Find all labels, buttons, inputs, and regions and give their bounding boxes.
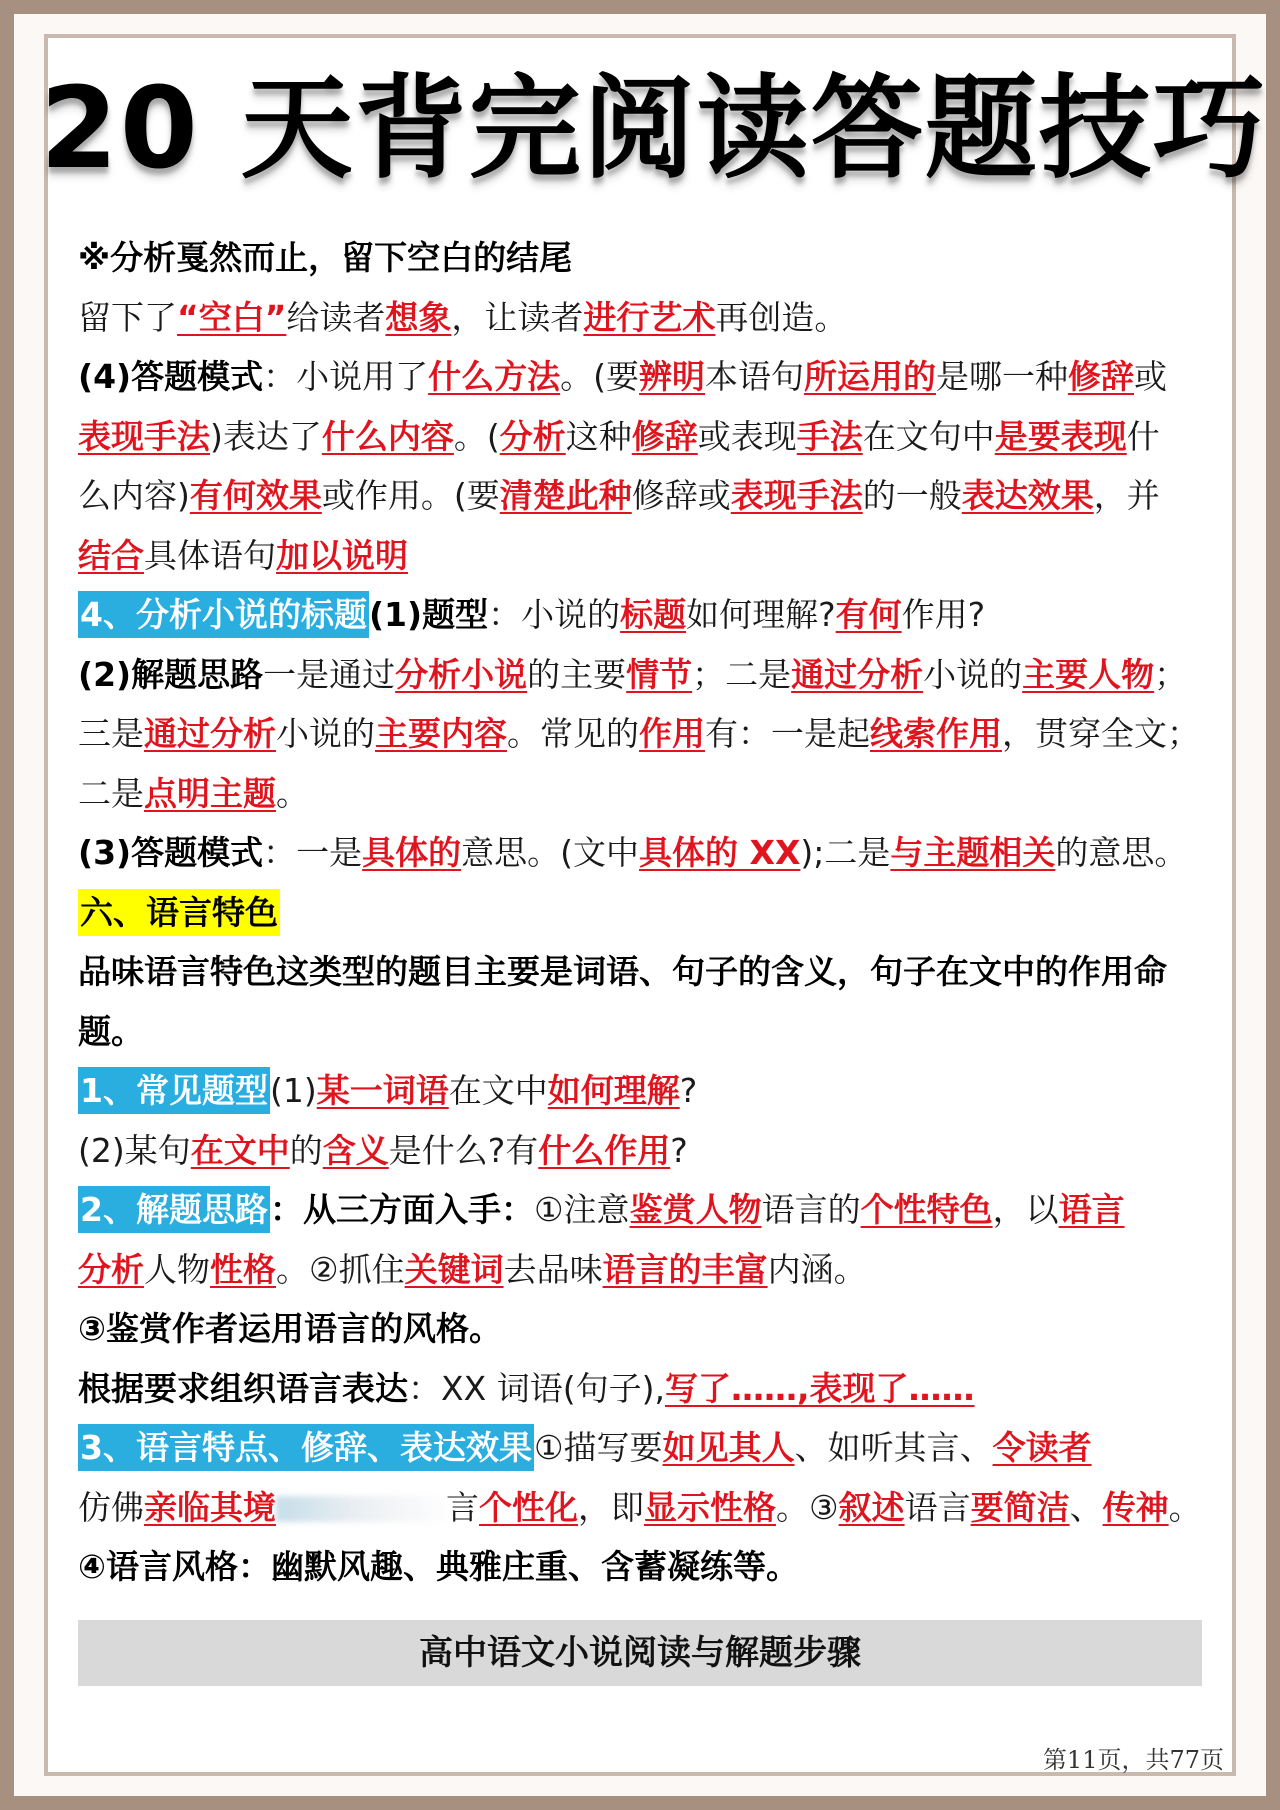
key-phrase: 要简洁 (970, 1487, 1070, 1527)
key-phrase: 与主题相关 (890, 833, 1056, 872)
text-segment: ，让读者 (451, 297, 584, 337)
bold-text: (2)解题思路 (78, 654, 264, 694)
text-segment: ①注意 (533, 1190, 630, 1229)
key-phrase: 传神 (1102, 1487, 1169, 1527)
document-body (78, 228, 1208, 1597)
key-phrase: 有何效果 (189, 476, 322, 515)
key-phrase: 语言的丰富 (602, 1249, 768, 1289)
key-phrase: 点明主题 (144, 773, 276, 813)
text-line (78, 942, 1208, 1002)
key-phrase: 结合 (78, 535, 144, 575)
text-segment: 的 (289, 1130, 323, 1170)
key-phrase: 加以说明 (276, 535, 408, 575)
text-segment: 内涵。 (767, 1249, 867, 1289)
text-segment: ? (670, 1130, 688, 1170)
key-phrase: 想象 (385, 297, 452, 337)
redacted-area (276, 1496, 446, 1522)
text-segment: 一是通过 (263, 654, 396, 694)
text-segment: 修辞或 (631, 476, 731, 515)
text-segment: 是什么?有 (388, 1130, 539, 1170)
text-segment: 在文句中 (862, 416, 995, 456)
key-phrase: 什么方法 (428, 357, 561, 396)
key-phrase: 个性化 (479, 1487, 578, 1527)
text-segment: 。 (276, 773, 309, 813)
key-phrase: 写了……,表现了…… (664, 1368, 975, 1408)
text-segment: 给读者 (286, 297, 386, 337)
text-line (78, 1121, 1208, 1181)
text-segment: 在文中 (448, 1071, 548, 1110)
text-line (78, 1418, 1208, 1478)
text-segment: 。(要 (560, 357, 640, 396)
text-segment: ，并 (1093, 476, 1160, 515)
text-line (78, 764, 1208, 824)
key-phrase: 主要人物 (1022, 654, 1155, 694)
key-phrase: 通过分析 (791, 654, 924, 694)
text-segment: );二是 (800, 833, 891, 872)
key-phrase: 具体的 (362, 833, 462, 872)
text-segment: 言 (446, 1487, 479, 1527)
text-line (78, 585, 1208, 645)
text-segment: 。( (453, 416, 500, 456)
bold-text: ③鉴赏作者运用语言的风格。 (78, 1309, 502, 1348)
key-phrase: 如见其人 (662, 1428, 795, 1467)
text-line (78, 466, 1208, 526)
text-segment: 再创造。 (715, 297, 848, 337)
text-segment: 、 (1069, 1487, 1103, 1527)
section-heading: 1、常见题型 (78, 1067, 270, 1114)
key-phrase: 通过分析 (144, 714, 276, 753)
text-line (78, 1359, 1208, 1419)
text-segment: 的意思。 (1055, 833, 1188, 872)
text-segment: 语言 (904, 1487, 971, 1527)
text-segment: 语言的 (761, 1190, 861, 1229)
text-segment: 什 (1126, 416, 1160, 456)
key-phrase: 清楚此种 (499, 476, 632, 515)
bold-text: 品味语言特色这类型的题目主要是词语、句子的含义，句子在文中的作用命 (78, 952, 1167, 991)
text-line (78, 704, 1208, 764)
text-segment: 仿佛 (78, 1487, 144, 1527)
key-phrase: 情节 (626, 654, 693, 694)
text-segment: 作用? (901, 595, 986, 634)
text-segment: 、如听其言、 (794, 1428, 993, 1467)
key-phrase: 所运用的 (804, 357, 937, 396)
text-segment: 二是 (78, 773, 144, 813)
text-segment: 三是 (78, 714, 144, 753)
text-segment: ，即 (578, 1487, 644, 1527)
text-segment: ； (1154, 654, 1188, 694)
text-segment: 如何理解? (686, 595, 836, 634)
text-line (78, 288, 1208, 348)
text-line (78, 1299, 1208, 1359)
text-segment: ，以 (992, 1190, 1059, 1229)
key-phrase: 表现手法 (730, 476, 863, 515)
key-phrase: “空白” (177, 297, 287, 337)
text-segment: ①描写要 (533, 1428, 663, 1467)
text-segment: 。③ (776, 1487, 839, 1527)
key-phrase: 显示性格 (644, 1487, 776, 1527)
text-segment: ：小说的 (488, 595, 621, 634)
text-segment: 是哪一种 (936, 357, 1069, 396)
text-segment: )表达了 (210, 416, 322, 456)
text-line (78, 1240, 1208, 1300)
text-segment: ? (679, 1071, 698, 1110)
text-segment: ：小说用了 (263, 357, 429, 396)
key-phrase: 具体的 XX (639, 833, 801, 872)
key-phrase: 表达效果 (961, 476, 1094, 515)
text-segment: 。常见的 (507, 714, 639, 753)
key-phrase: 手法 (796, 416, 863, 456)
text-segment: 的主要 (527, 654, 627, 694)
key-phrase: 辨明 (639, 357, 706, 396)
text-line (78, 1537, 1208, 1597)
text-segment: ；二是 (692, 654, 792, 694)
key-phrase: 分析 (499, 416, 566, 456)
bold-text: ④语言风格：幽默风趣、典雅庄重、含蓄凝练等。 (78, 1547, 799, 1586)
text-line (78, 347, 1208, 407)
key-phrase: 有何 (835, 595, 902, 634)
section-heading: 4、分析小说的标题 (78, 591, 369, 638)
key-phrase: 关键词 (404, 1249, 504, 1289)
key-phrase: 如何理解 (547, 1071, 680, 1110)
key-phrase: 进行艺术 (583, 297, 716, 337)
text-segment: 或作用。(要 (321, 476, 500, 515)
key-phrase: 什么内容 (321, 416, 454, 456)
text-segment: 人物 (144, 1249, 210, 1289)
key-phrase: 某一词语 (316, 1071, 449, 1110)
bold-text: (3)答题模式 (78, 833, 264, 872)
section-footer-bar: 高中语文小说阅读与解题步骤 (78, 1620, 1202, 1686)
text-line (78, 823, 1208, 883)
key-phrase: 语言 (1058, 1190, 1125, 1229)
text-segment: 这种 (565, 416, 632, 456)
bold-text: (1)题型 (368, 595, 489, 634)
key-phrase: 修辞 (1068, 357, 1135, 396)
text-segment: (1) (269, 1071, 317, 1110)
text-segment: 有：一是起 (705, 714, 870, 753)
key-phrase: 表现手法 (78, 416, 210, 456)
text-segment: 小说的 (923, 654, 1023, 694)
key-phrase: 亲临其境 (144, 1487, 276, 1527)
text-segment: 的一般 (862, 476, 962, 515)
section-heading: 3、语言特点、修辞、表达效果 (78, 1424, 534, 1471)
text-segment: 或 (1134, 357, 1168, 396)
text-segment: ，贯穿全文； (1002, 714, 1200, 753)
text-segment: ：一是 (263, 833, 363, 872)
bold-text: ※分析戛然而止，留下空白的结尾 (78, 238, 573, 277)
chapter-heading: 六、语言特色 (78, 889, 280, 936)
key-phrase: 令读者 (992, 1428, 1092, 1467)
text-segment: 留下了 (78, 297, 177, 337)
key-phrase: 主要内容 (375, 714, 507, 753)
text-line (78, 1002, 1208, 1062)
key-phrase: 分析小说 (395, 654, 528, 694)
key-phrase: 分析 (78, 1249, 144, 1289)
text-segment: ：XX 词语(句子), (408, 1368, 665, 1408)
text-segment: 本语句 (705, 357, 805, 396)
text-line (78, 645, 1208, 705)
bold-text: 题。 (78, 1011, 144, 1051)
text-line (78, 228, 1208, 288)
key-phrase: 是要表现 (994, 416, 1127, 456)
text-segment: 去品味 (503, 1249, 603, 1289)
page-number: 第11页，共77页 (1042, 1746, 1224, 1774)
text-segment: 小说的 (276, 714, 375, 753)
key-phrase: 含义 (322, 1130, 389, 1170)
key-phrase: 修辞 (631, 416, 698, 456)
key-phrase: 什么作用 (538, 1130, 671, 1170)
bold-text: (4)答题模式 (78, 357, 264, 396)
key-phrase: 性格 (210, 1249, 276, 1289)
text-line (78, 1180, 1208, 1240)
text-line (78, 1061, 1208, 1121)
key-phrase: 线索作用 (870, 714, 1002, 753)
text-segment: 或表现 (697, 416, 797, 456)
section-heading: 2、解题思路 (78, 1186, 270, 1233)
text-line (78, 1478, 1208, 1538)
key-phrase: 叙述 (838, 1487, 905, 1527)
text-segment: (2)某句 (78, 1130, 191, 1170)
text-segment: 意思。(文中 (461, 833, 640, 872)
bold-text: 根据要求组织语言表达 (78, 1368, 408, 1408)
text-line (78, 526, 1208, 586)
key-phrase: 鉴赏人物 (629, 1190, 762, 1229)
text-segment: 么内容) (78, 476, 190, 515)
text-segment: 。 (1168, 1487, 1202, 1527)
text-line (78, 407, 1208, 467)
page-title: 20 天背完阅读答题技巧 (40, 64, 1267, 194)
bold-text: ：从三方面入手： (269, 1190, 534, 1229)
key-phrase: 在文中 (190, 1130, 290, 1170)
text-segment: 具体语句 (144, 535, 276, 575)
key-phrase: 个性特色 (860, 1190, 993, 1229)
text-segment: 。②抓住 (276, 1249, 405, 1289)
text-line (78, 883, 1208, 943)
key-phrase: 作用 (639, 714, 705, 753)
key-phrase: 标题 (620, 595, 687, 634)
